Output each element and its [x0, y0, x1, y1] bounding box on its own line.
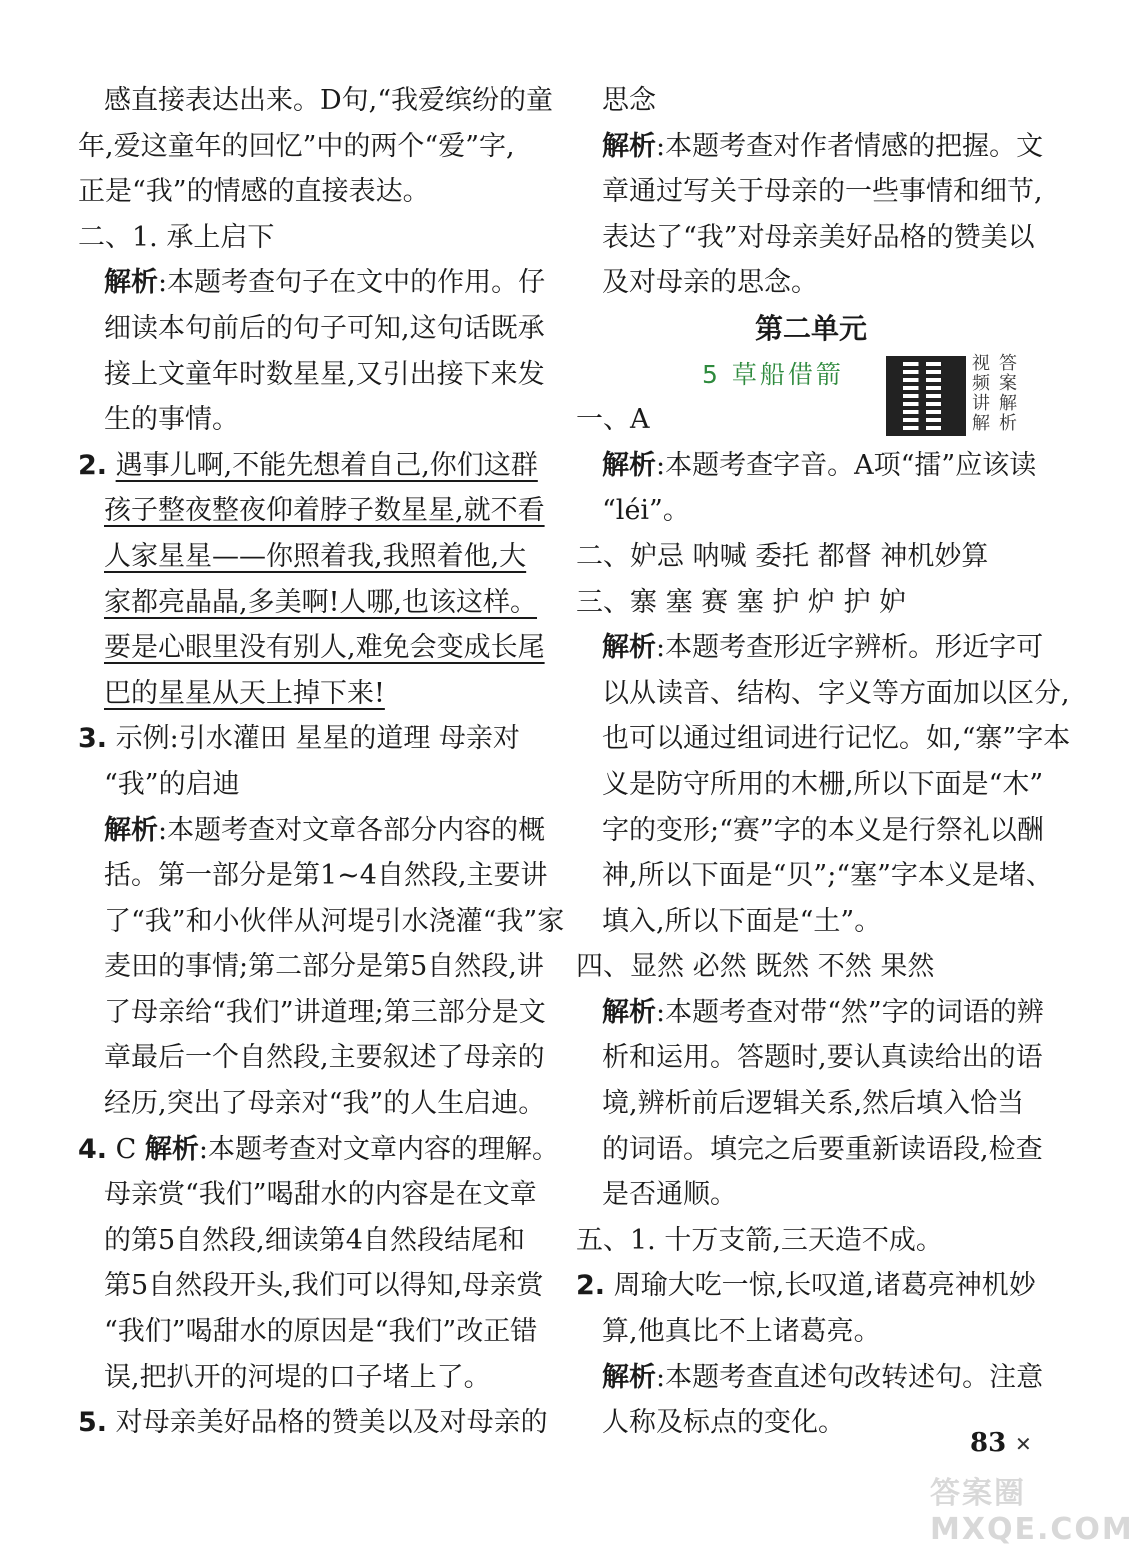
text-line: 是否通顺。 — [602, 1179, 737, 1211]
analysis-text: :本题考查对作者情感的把握。文 — [656, 130, 1044, 162]
analysis-line — [576, 443, 1036, 489]
qr-caption-char: 析 — [999, 412, 1017, 434]
analysis-label: 解析 — [602, 996, 656, 1028]
text-line: “我们”喝甜水的原因是“我们”改正错 — [104, 1316, 538, 1348]
text-line: 境,辨析前后逻辑关系,然后填入恰当 — [602, 1088, 1025, 1120]
right-column — [576, 78, 1071, 1446]
text-line: 接上文童年时数星星,又引出接下来发 — [104, 358, 545, 390]
qr-caption-char: 讲 — [972, 392, 990, 414]
qr-caption — [972, 354, 1026, 434]
analysis-label: 解析 — [602, 449, 656, 481]
question-number: 5. — [78, 1407, 108, 1439]
text-line: 感直接表达出来。D句,“我爱缤纷的童 — [104, 85, 554, 116]
text-line: 算,他真比不上诸葛亮。 — [602, 1316, 881, 1348]
underlined-line — [78, 534, 538, 580]
underlined-line — [78, 488, 545, 534]
analysis-label: 解析 — [602, 1361, 656, 1393]
text-line: 填入,所以下面是“土”。 — [602, 905, 882, 937]
analysis-text: :本题考查形近字辨析。形近字可 — [656, 632, 1044, 664]
underlined-line — [78, 625, 545, 671]
underlined-line — [78, 671, 538, 717]
underlined-text: 要是心眼里没有别人,难免会变成长尾 — [104, 632, 545, 664]
text-line: 母亲赏“我们”喝甜水的内容是在文章 — [104, 1179, 537, 1211]
analysis-line — [78, 808, 546, 854]
qr-caption-char: 案 — [999, 372, 1017, 394]
question-number: 2. — [576, 1270, 606, 1302]
answer-text: 对母亲美好品格的赞美以及对母亲的 — [115, 1407, 548, 1439]
qr-caption-char: 频 — [972, 372, 990, 394]
analysis-label: 解析 — [602, 632, 656, 664]
text-line: 年,爱这童年的回忆”中的两个“爱”字, — [78, 130, 515, 162]
answer-line — [78, 1400, 548, 1446]
answer-heading: 二、妒忌 呐喊 委托 都督 神机妙算 — [576, 540, 989, 572]
underlined-text: 人家星星——你照着我,我照着他,大 — [104, 540, 527, 572]
text-line: 思念 — [602, 85, 656, 116]
analysis-label: 解析 — [104, 267, 158, 299]
answer-heading: 二、1. 承上启下 — [78, 221, 275, 253]
text-line: 及对母亲的思念。 — [602, 267, 818, 299]
answer-line — [78, 443, 538, 489]
qr-caption-char: 答 — [999, 352, 1017, 374]
text-line: 麦田的事情;第二部分是第5自然段,讲 — [104, 951, 544, 983]
text-line: 的词语。填完之后要重新读语段,检查 — [602, 1133, 1043, 1165]
answer-choice: C — [115, 1133, 137, 1165]
text-line: 章通过写关于母亲的一些事情和细节, — [602, 176, 1043, 208]
analysis-label: 解析 — [104, 814, 158, 846]
answer-heading: 四、显然 必然 既然 不然 果然 — [576, 951, 935, 983]
underlined-text: 家都亮晶晶,多美啊!人哪,也该这样。 — [104, 586, 538, 618]
text-line: 经历,突出了母亲对“我”的人生启迪。 — [104, 1088, 546, 1120]
text-line: 析和运用。答题时,要认真读给出的语 — [602, 1042, 1043, 1074]
answer-text: 示例:引水灌田 星星的道理 母亲对 — [115, 723, 520, 755]
underlined-text: 孩子整夜整夜仰着脖子数星星,就不看 — [104, 495, 545, 527]
answer-line — [576, 1263, 1036, 1309]
lesson-title: 5 草船借箭 — [702, 359, 844, 389]
page-number: 83 — [970, 1428, 1007, 1458]
analysis-line — [576, 625, 1044, 671]
text-line: 义是防守所用的木栅,所以下面是“木” — [602, 768, 1044, 800]
qr-caption-char: 视 — [972, 352, 990, 374]
qr-code-icon[interactable] — [886, 356, 966, 436]
analysis-label: 解析 — [602, 130, 656, 162]
analysis-text: :本题考查对文章内容的理解。 — [198, 1133, 560, 1165]
star-icon: ✕ — [1015, 1432, 1032, 1456]
unit-title: 第二单元 — [754, 311, 867, 345]
analysis-text: :本题考查句子在文中的作用。仔 — [158, 267, 546, 299]
text-line: 字的变形;“赛”字的本义是行祭礼以酬 — [602, 814, 1044, 846]
text-line: 也可以通过组词进行记忆。如,“寨”字本 — [602, 723, 1071, 755]
text-line: 的第5自然段,细读第4自然段结尾和 — [104, 1224, 525, 1256]
text-line: 误,把扒开的河堤的口子堵上了。 — [104, 1361, 491, 1393]
answer-line — [78, 716, 538, 762]
answer-heading: 五、1. 十万支箭,三天造不成。 — [576, 1224, 943, 1256]
watermark: 答案圈 MXQE.COM — [930, 1476, 1134, 1547]
question-number: 3. — [78, 723, 108, 755]
qr-caption-char: 解 — [999, 392, 1017, 414]
text-line: 表达了“我”对母亲美好品格的赞美以 — [602, 221, 1035, 253]
qr-caption-char: 解 — [972, 412, 990, 434]
analysis-line — [576, 124, 1044, 170]
question-number: 4. — [78, 1133, 108, 1165]
text-line: 章最后一个自然段,主要叙述了母亲的 — [104, 1042, 545, 1074]
underlined-line — [78, 580, 538, 626]
analysis-text: :本题考查直述句改转述句。注意 — [656, 1361, 1044, 1393]
text-line: “我”的启迪 — [104, 768, 240, 800]
text-line: 括。第一部分是第1~4自然段,主要讲 — [104, 860, 548, 892]
text-line: 以从读音、结构、字义等方面加以区分, — [602, 677, 1070, 709]
left-column — [78, 78, 565, 1446]
analysis-line — [576, 1355, 1044, 1401]
text-line: “léi”。 — [602, 495, 690, 527]
analysis-text: :本题考查对文章各部分内容的概 — [158, 814, 546, 846]
answer-line — [78, 1127, 560, 1173]
text-line: 了母亲给“我们”讲道理;第三部分是文 — [104, 996, 546, 1028]
text-line: 了“我”和小伙伴从河堤引水浇灌“我”家 — [104, 905, 565, 937]
answer-heading: 三、寨 塞 赛 塞 护 炉 护 妒 — [576, 586, 907, 618]
text-line: 神,所以下面是“贝”;“塞”字本义是堵、 — [602, 860, 1053, 892]
answer-text: 周瑜大吃一惊,长叹道,诸葛亮神机妙 — [613, 1270, 1036, 1302]
text-line: 第5自然段开头,我们可以得知,母亲赏 — [104, 1270, 544, 1302]
text-line: 细读本句前后的句子可知,这句话既承 — [104, 312, 545, 344]
text-line: 正是“我”的情感的直接表达。 — [78, 176, 430, 208]
text-line: 人称及标点的变化。 — [602, 1407, 845, 1439]
underlined-text: 巴的星星从天上掉下来! — [104, 677, 385, 709]
analysis-text: :本题考查字音。A项“擂”应该读 — [656, 449, 1037, 481]
analysis-label: 解析 — [144, 1133, 199, 1165]
analysis-line — [78, 260, 546, 306]
question-number: 2. — [78, 449, 108, 481]
analysis-line — [576, 990, 1044, 1036]
analysis-text: :本题考查对带“然”字的词语的辨 — [656, 996, 1044, 1028]
answer-heading: 一、A — [576, 404, 650, 436]
underlined-text: 遇事儿啊,不能先想着自己,你们这群 — [115, 449, 538, 481]
text-line: 生的事情。 — [104, 404, 239, 436]
